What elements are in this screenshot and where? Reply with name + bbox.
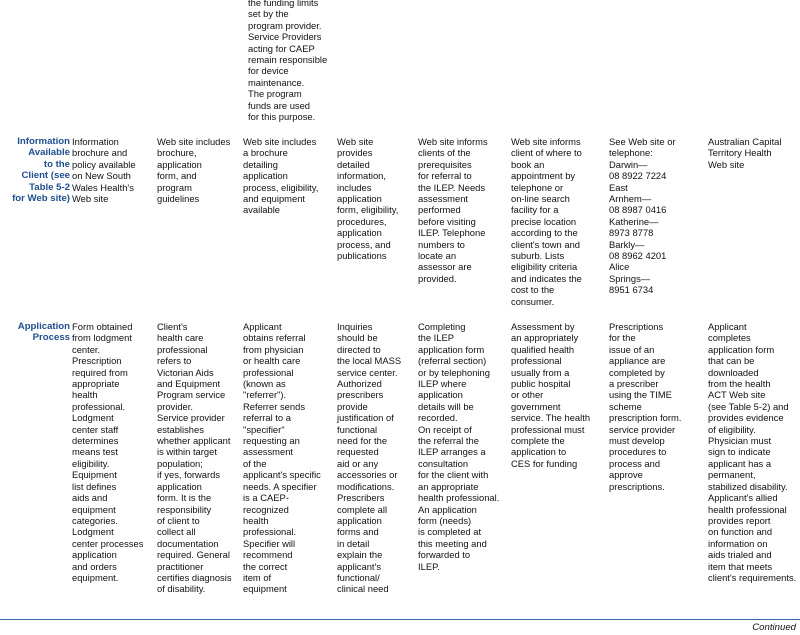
text-line: form, and [157,170,197,182]
text-line: includes [337,181,372,193]
text-line: suburb. Lists [511,250,565,262]
text-line: approve [609,469,643,481]
text-line: forwarded to [418,549,471,561]
text-line: appliance are [609,355,666,367]
text-line: justification of [337,412,394,424]
cell-information-col5 [418,136,510,284]
text-line: the ILEP. Needs [418,181,486,193]
continued-text-block [248,0,336,122]
text-line: is completed at [418,526,482,538]
text-line: consultation [418,457,469,469]
text-line: provided. [418,272,457,284]
text-line: application form [708,343,775,355]
text-line: establishes [157,423,204,435]
text-line: available [243,204,281,216]
text-line: application [337,193,382,205]
text-line: permanent, [708,469,756,481]
text-line: center processes [72,537,144,549]
text-line: funds are used [248,99,311,111]
cell-application-col6 [511,321,607,469]
text-line: Assessment by [511,321,575,332]
text-line: health care [157,332,204,344]
text-line: and orders [72,560,117,572]
text-line: recommend [243,549,293,561]
text-line: 08 8962 4201 [609,250,667,262]
text-line: issue of an [609,343,655,355]
cell-information-col7 [609,136,705,296]
text-line: Prescriptions [609,321,664,332]
text-line: Lodgment [72,412,114,424]
text-line: process, eligibility, [243,181,319,193]
text-line: needs. A specifier [243,480,317,492]
text-line: accessories or [337,469,398,481]
cell-information-col1 [72,136,154,204]
text-line: provider. [157,400,193,412]
text-line: of client to [157,514,200,526]
text-line: form (needs) [418,514,472,526]
text-line: Completing [418,321,466,332]
text-line: application to [511,446,567,458]
text-line: stabilized disability. [708,480,788,492]
text-line: equipment [72,503,116,515]
text-line: ILEP where [418,378,467,390]
text-line: equipment. [72,571,119,583]
text-line: policy available [72,158,136,170]
text-line: client of where to [511,147,582,159]
text-line: explain the [337,549,383,561]
text-line: ACT Web site [708,389,766,401]
text-line: Web site [72,193,109,205]
text-line: program [157,181,192,193]
text-line: required from [72,366,128,378]
text-line: 8973 8778 [609,227,654,239]
cell-application-col1 [72,321,154,583]
text-line: Wales Health's [72,181,134,193]
text-line: whether applicant [157,435,231,447]
text-line: complete all [337,503,388,515]
text-line: center. [72,343,101,355]
text-line: functional [337,423,378,435]
text-line: recognized [243,503,289,515]
text-line: the ILEP [418,332,454,344]
text-line: professional must [511,423,585,435]
text-line: facility for a [511,204,559,216]
text-line: remain responsible [248,54,328,66]
text-line: Application [17,321,70,332]
text-line: CES for funding [511,457,578,469]
text-line: Springs— [609,272,651,284]
text-line: 8951 6734 [609,284,654,296]
text-line: requesting an [243,435,300,447]
text-line: required. General [157,549,230,561]
text-line: application [72,549,117,561]
text-line: The program [248,88,302,100]
text-line: before visiting [418,215,476,227]
continued-label: Continued [752,622,796,633]
text-line: ILEP. [418,560,440,572]
text-line: assessment [418,193,469,205]
text-line: the correct [243,560,288,572]
text-line: Web site informs [418,136,488,147]
text-line: cost to the [511,284,555,296]
text-line: determines [72,435,119,447]
text-line: form. It is the [157,492,212,504]
text-line: qualified health [511,343,575,355]
text-line: appointment by [511,170,576,182]
text-line: is within target [157,446,217,458]
text-line: prescribers [337,389,384,401]
text-line: brochure and [72,147,128,159]
text-line: professional [157,343,208,355]
text-line: telephone or [511,181,564,193]
text-line: applicant has a [708,457,772,469]
text-line: Victorian Aids [157,366,214,378]
cell-application-col2 [157,321,241,595]
text-line: from lodgment [72,332,132,344]
text-line: the referral the [418,435,479,447]
text-line: Web site informs [511,136,581,147]
text-line: application [337,227,382,239]
text-line: in detail [337,537,370,549]
text-line: is a CAEP- [243,492,289,504]
text-line: 08 8987 0416 [609,204,667,216]
text-line: means test [72,446,118,458]
text-line: 08 8922 7224 [609,170,667,182]
text-line: Table 5-2 [29,181,70,193]
text-line: Form obtained [72,321,133,332]
text-line: this meeting and [418,537,487,549]
text-line: (referral section) [418,355,487,367]
text-line: Arnhem— [609,193,652,205]
text-line: and equipment [243,193,306,205]
text-line: to the [43,158,70,170]
text-line: appropriate [72,378,120,390]
text-line: Physician must [708,435,772,447]
text-line: Available [28,147,70,159]
text-line: or other [511,389,544,401]
cell-application-col7 [609,321,705,492]
text-line: service. The health [511,412,591,424]
text-line: Information [72,136,119,147]
text-line: An application [418,503,477,515]
text-line: ILEP. Telephone [418,227,486,239]
text-line: for this purpose. [248,111,316,123]
text-line: maintenance. [248,76,305,88]
text-line: eligibility criteria [511,261,578,273]
text-line: provides [337,147,373,159]
text-line: health [72,389,98,401]
text-line: applicant's specific [243,469,321,481]
text-line: book an [511,158,545,170]
text-line: application [243,170,288,182]
text-line: public hospital [511,378,571,390]
text-line: service center. [337,366,398,378]
text-line: process, and [337,238,391,250]
text-line: that can be [708,355,755,367]
text-line: information, [337,170,386,182]
text-line: details will be [418,400,474,412]
text-line: aids and [72,492,108,504]
text-line: on function and [708,526,773,538]
text-line: refers to [157,355,192,367]
text-line: applicant's [337,560,382,572]
text-line: population; [157,457,203,469]
text-line: on New South [72,170,131,182]
text-line: assessor are [418,261,472,273]
text-line: for the [609,332,636,344]
text-line: (known as [243,378,286,390]
cell-information-col8 [708,136,800,170]
text-line: certifies diagnosis [157,571,232,583]
text-line: Process [32,332,70,344]
text-line: Program service [157,389,226,401]
text-line: health professional. [418,492,500,504]
text-line: usually from a [511,366,570,378]
text-line: of eligibility. [708,423,756,435]
text-line: according to the [511,227,578,239]
text-line: prerequisites [418,158,472,170]
text-line: clinical need [337,583,389,595]
text-line: program provider. [248,19,322,31]
cell-information-col6 [511,136,607,307]
text-line: Referrer sends [243,400,306,412]
text-line: an appropriately [511,332,579,344]
text-line: for device [248,65,289,77]
text-line: complete the [511,435,565,447]
text-line: referral to a [243,412,291,424]
text-line: Lodgment [72,526,114,538]
text-line: professional [243,366,294,378]
text-line: Territory Health [708,147,772,159]
text-line: documentation [157,537,219,549]
text-line: completes [708,332,751,344]
text-line: See Web site or [609,136,676,147]
text-line: a brochure [243,147,288,159]
text-line: application form [418,343,485,355]
text-line: Prescribers [337,492,385,504]
text-line: and indicates the [511,272,582,284]
text-line: Prescription [72,355,122,367]
row-header-information-available [0,136,70,204]
text-line: Applicant [708,321,747,332]
text-line: set by the [248,8,289,20]
text-line: On receipt of [418,423,472,435]
text-line: for the client with [418,469,489,481]
text-line: eligibility. [72,457,110,469]
text-line: Service Providers [248,31,322,43]
text-line: of disability. [157,583,206,595]
text-line: performed [418,204,461,216]
text-line: professional [511,355,562,367]
text-line: detailed [337,158,370,170]
text-line: scheme [609,400,642,412]
text-line: provides evidence [708,412,784,424]
text-line: prescriptions. [609,480,665,492]
text-line: application [337,514,382,526]
text-line: Applicant's allied [708,492,778,504]
text-line: Katherine— [609,215,659,227]
text-line: Information [17,136,70,147]
text-line: acting for CAEP [248,42,315,54]
text-line: collect all [157,526,196,538]
text-line: of the [243,457,267,469]
text-line: recorded. [418,412,458,424]
text-line: aids trialed and [708,549,772,561]
text-line: provides report [708,514,771,526]
text-line: professional. [72,400,126,412]
text-line: Alice [609,261,630,273]
text-line: Authorized [337,378,382,390]
text-line: sign to indicate [708,446,771,458]
text-line: an appropriate [418,480,479,492]
text-line: need for the [337,435,388,447]
text-line: must develop [609,435,665,447]
text-line: health professional [708,503,787,515]
text-line: Web site [337,136,374,147]
text-line: Applicant [243,321,282,332]
text-line: information on [708,537,768,549]
text-line: a prescriber [609,378,659,390]
text-line: "specifier" [243,423,285,435]
text-line: the funding limits [248,0,319,8]
cell-application-col4 [337,321,417,595]
text-line: practitioner [157,560,204,572]
text-line: client's town and [511,238,581,250]
text-line: the local MASS [337,355,402,367]
text-line: Client (see [21,170,70,182]
text-line: application [157,480,202,492]
cell-application-col8 [708,321,800,583]
text-line: Darwin— [609,158,648,170]
text-line: brochure, [157,147,197,159]
text-line: or health care [243,355,301,367]
bottom-rule [0,619,800,620]
text-line: Specifier will [243,537,296,549]
text-line: guidelines [157,193,200,205]
text-line: procedures, [337,215,387,227]
text-line: client's requirements. [708,571,797,583]
text-line: prescription form. [609,412,682,424]
text-line: application [418,389,463,401]
text-line: equipment [243,583,287,595]
text-line: Equipment [72,469,117,481]
text-line: detailing [243,158,278,170]
text-line: Inquiries [337,321,373,332]
cell-information-col2 [157,136,241,204]
text-line: should be [337,332,378,344]
text-line: form, eligibility, [337,204,399,216]
text-line: locate an [418,250,457,262]
text-line: process and [609,457,661,469]
text-line: publications [337,250,387,262]
text-line: and Equipment [157,378,221,390]
cell-information-col3 [243,136,335,216]
text-line: application [157,158,202,170]
text-line: responsibility [157,503,212,515]
text-line: Client's [157,321,188,332]
text-line: forms and [337,526,379,538]
text-line: directed to [337,343,381,355]
text-line: precise location [511,215,577,227]
text-line: Barkly— [609,238,645,250]
text-line: item that meets [708,560,773,572]
text-line: assessment [243,446,294,458]
text-line: categories. [72,514,118,526]
text-line: on-line search [511,193,570,205]
text-line: East [609,181,628,193]
text-line: if yes, forwards [157,469,221,481]
text-line: center staff [72,423,119,435]
text-line: provide [337,400,368,412]
text-line: health [243,514,269,526]
cell-application-col3 [243,321,335,595]
text-line: downloaded [708,366,759,378]
text-line: for Web site) [12,193,70,205]
text-line: procedures to [609,446,667,458]
text-line: ILEP arranges a [418,446,486,458]
text-line: from physician [243,343,304,355]
text-line: modifications. [337,480,395,492]
cell-application-col5 [418,321,510,572]
text-line: Australian Capital [708,136,782,147]
text-line: Web site includes [157,136,231,147]
text-line: aid or any [337,457,379,469]
text-line: numbers to [418,238,465,250]
text-line: functional/ [337,571,380,583]
text-line: completed by [609,366,665,378]
text-line: item of [243,571,272,583]
row-header-application-process [0,321,70,344]
text-line: consumer. [511,295,555,307]
text-line: for referral to [418,170,472,182]
text-line: from the health [708,378,771,390]
text-line: clients of the [418,147,471,159]
text-line: list defines [72,480,117,492]
text-line: professional. [243,526,297,538]
text-line: Web site includes [243,136,317,147]
text-line: telephone: [609,147,653,159]
cell-information-col4 [337,136,417,261]
text-line: (see Table 5-2) and [708,400,789,412]
text-line: using the TIME [609,389,672,401]
text-line: government [511,400,561,412]
text-line: service provider [609,423,676,435]
text-line: "referrer"). [243,389,287,401]
text-line: obtains referral [243,332,306,344]
text-line: Web site [708,158,745,170]
text-line: Service provider [157,412,225,424]
text-line: or by telephoning [418,366,490,378]
text-line: requested [337,446,379,458]
